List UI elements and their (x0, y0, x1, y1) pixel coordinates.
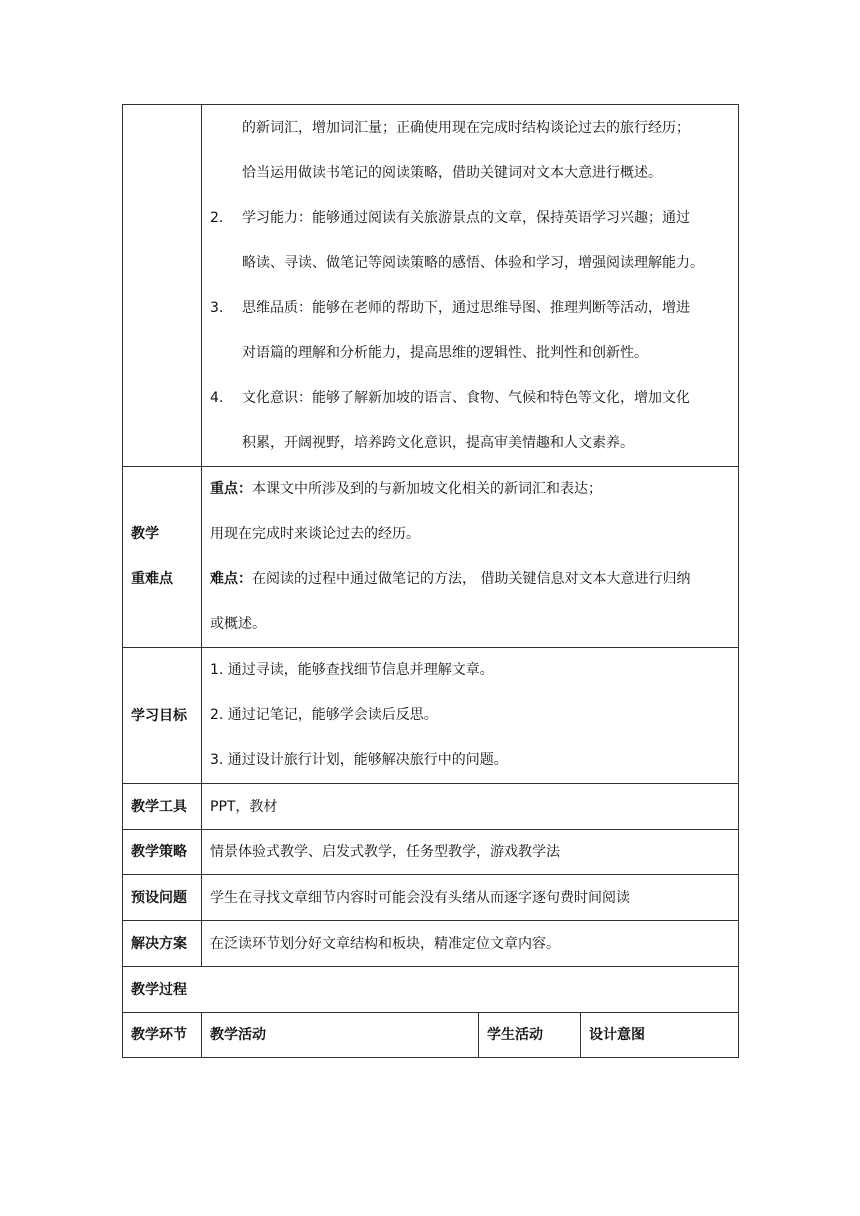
difficulty-line (210, 557, 730, 602)
goal-item-2 (210, 196, 730, 286)
strategy-row (123, 830, 739, 875)
objective-item-2: 2. 通过记笔记，能够学会读后反思。 (210, 707, 438, 723)
keypoints-label-line-2: 重难点 (131, 571, 173, 587)
goal-item-4 (210, 376, 730, 466)
goal-text-line: 文化意识：能够了解新加坡的语言、食物、气候和特色等文化，增加文化 (242, 389, 690, 406)
goal-text-line: 思维品质：能够在老师的帮助下，通过思维导图、推理判断等活动，增进 (242, 299, 690, 316)
focus-line-2: 用现在完成时来谈论过去的经历。 (210, 526, 420, 542)
goal-text-line: 对语篇的理解和分析能力，提高思维的逻辑性、批判性和创新性。 (242, 344, 648, 361)
difficulty-text: 在阅读的过程中通过做笔记的方法， 借助关键信息对文本大意进行归纳 (252, 571, 691, 587)
header-intent: 设计意图 (581, 1013, 739, 1058)
objectives-label: 学习目标 (123, 648, 202, 784)
goal-1-continuation-line-1: 的新词汇，增加词汇量；正确使用现在完成时结构谈论过去的旅行经历； (242, 119, 690, 136)
keypoints-content-cell (202, 467, 739, 648)
problem-value: 学生在寻找文章细节内容时可能会没有头绪从而逐字逐句费时间阅读 (202, 875, 739, 921)
problem-row (123, 875, 739, 921)
goal-number: 4. (210, 389, 224, 406)
focus-label: 重点： (210, 481, 252, 497)
objective-item-3: 3. 通过设计旅行计划，能够解决旅行中的问题。 (210, 752, 508, 768)
tools-label: 教学工具 (123, 784, 202, 830)
solution-row (123, 921, 739, 967)
header-student: 学生活动 (479, 1013, 581, 1058)
objectives-row (123, 648, 739, 784)
goal-text (242, 376, 730, 466)
goals-row (123, 105, 739, 467)
goal-list (210, 196, 730, 466)
tools-value: PPT，教材 (202, 784, 739, 830)
difficulty-label: 难点： (210, 571, 252, 587)
keypoints-label-cell (123, 467, 202, 648)
goals-content-cell (202, 105, 739, 467)
goal-1-continuation-line-2: 恰当运用做读书笔记的阅读策略，借助关键词对文本大意进行概述。 (242, 164, 662, 181)
process-label: 教学过程 (123, 967, 739, 1013)
problem-label: 预设问题 (123, 875, 202, 921)
goal-number: 3. (210, 299, 224, 316)
goal-text-line: 积累，开阔视野，培养跨文化意识，提高审美情趣和人文素养。 (242, 434, 634, 451)
focus-text: 本课文中所涉及到的与新加坡文化相关的新词汇和表达； (252, 481, 602, 497)
goal-text (242, 286, 730, 376)
goal-item-3 (210, 286, 730, 376)
tools-row (123, 784, 739, 830)
goal-number: 2. (210, 209, 224, 226)
strategy-value: 情景体验式教学、启发式教学，任务型教学，游戏教学法 (202, 830, 739, 875)
objectives-content-cell (202, 648, 739, 784)
keypoints-row (123, 467, 739, 648)
solution-label: 解决方案 (123, 921, 202, 967)
lesson-plan-table (122, 104, 739, 1058)
keypoints-label-line-1: 教学 (131, 526, 159, 542)
process-row (123, 967, 739, 1013)
objective-item-1: 1. 通过寻读，能够查找细节信息并理解文章。 (210, 662, 494, 678)
solution-value: 在泛读环节划分好文章结构和板块，精准定位文章内容。 (202, 921, 739, 967)
header-stage: 教学环节 (123, 1013, 202, 1058)
header-activity: 教学活动 (202, 1013, 479, 1058)
difficulty-line-2: 或概述。 (210, 616, 266, 632)
process-header-row (123, 1013, 739, 1058)
goal-text-line: 学习能力：能够通过阅读有关旅游景点的文章，保持英语学习兴趣；通过 (242, 209, 690, 226)
goal-text-line: 略读、寻读、做笔记等阅读策略的感悟、体验和学习，增强阅读理解能力。 (242, 254, 704, 271)
focus-line (210, 467, 730, 512)
goal-text (242, 196, 730, 286)
goals-label-cell (123, 105, 202, 467)
strategy-label: 教学策略 (123, 830, 202, 875)
